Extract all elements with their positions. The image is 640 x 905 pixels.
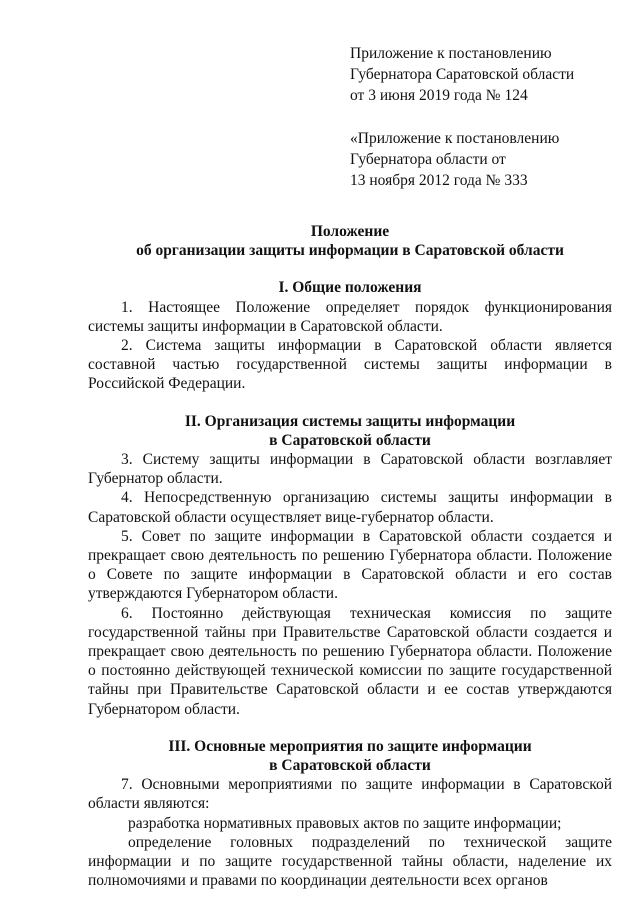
annex-line: от 3 июня 2019 года № 124 bbox=[350, 87, 528, 104]
document-subtitle: об организации защиты информации в Саратовской области bbox=[136, 242, 564, 260]
paragraph-6: 6. Постоянно действующая техническая комиссия по защите государственной тайны при Правительстве Саратовской области создается и прекращает свою деятельность по решению Губернатора области. Положение о постоянно действующей технической комиссии по защите государственной тайны при Правительстве Саратовской области и ее состав утверждаются Губернатором области. bbox=[88, 604, 612, 718]
annex-line: Губернатора области от bbox=[350, 151, 506, 168]
list-item: разработка нормативных правовых актов по защите информации; bbox=[128, 814, 562, 832]
annex-block-current bbox=[350, 43, 574, 106]
annex-line: Приложение к постановлению bbox=[350, 45, 552, 62]
list-item: определение головных подразделений по технической защите информации и по защите государственной тайны области, наделение их полномочиями и правами по координации деятельности всех органов bbox=[88, 833, 612, 890]
annex-line: «Приложение к постановлению bbox=[350, 130, 560, 147]
paragraph-4: 4. Непосредственную организацию системы защиты информации в Саратовской области осуществляет вице-губернатор области. bbox=[88, 489, 612, 526]
section-heading-3-cont: в Саратовской области bbox=[269, 757, 431, 775]
annex-line: 13 ноября 2012 года № 333 bbox=[350, 172, 528, 189]
section-heading-1: I. Общие положения bbox=[278, 279, 422, 297]
paragraph-5: 5. Совет по защите информации в Саратовской области создается и прекращает свою деятельность по решению Губернатора области. Положение о Совете по защите информации в Саратовской области и его состав утверждаются Губернатором области. bbox=[88, 527, 612, 603]
document-title: Положение bbox=[310, 223, 390, 240]
annex-block-original bbox=[350, 128, 559, 191]
section-heading-3: III. Основные мероприятия по защите информации bbox=[168, 737, 532, 755]
annex-line: Губернатора Саратовской области bbox=[350, 66, 575, 83]
section-heading-2: II. Организация системы защиты информации bbox=[184, 412, 516, 430]
paragraph-3: 3. Систему защиты информации в Саратовской области возглавляет Губернатор области. bbox=[88, 451, 612, 488]
paragraph-2: 2. Система защиты информации в Саратовской области является составной частью государственной системы защиты информации в Российской Федерации. bbox=[88, 337, 612, 393]
document-body bbox=[88, 222, 612, 891]
section-heading-2-cont: в Саратовской области bbox=[269, 431, 431, 449]
paragraph-1: 1. Настоящее Положение определяет порядок функционирования системы защиты информации в Саратовской области. bbox=[88, 298, 612, 335]
paragraph-7: 7. Основными мероприятиями по защите информации в Саратовской области являются: bbox=[88, 776, 612, 813]
